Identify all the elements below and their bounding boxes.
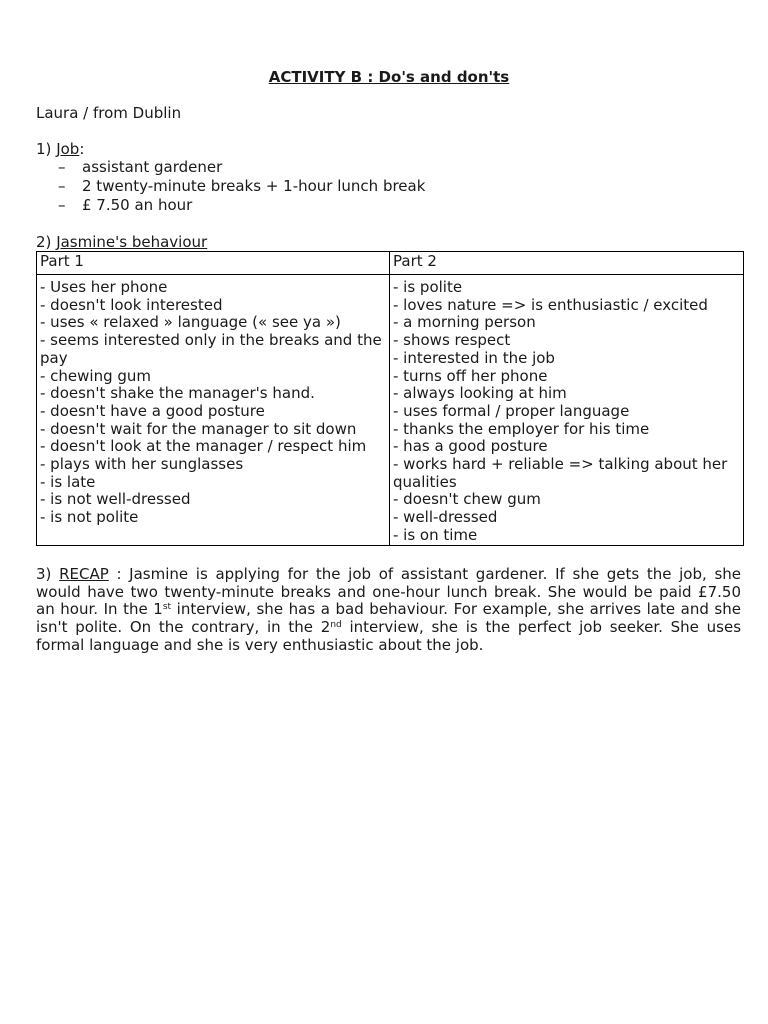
recap-text-b: interview, she has a bad behaviour. For example, she arrives late and she isn't polite. On the contrary, in the 2 xyxy=(36,600,741,637)
list-item: - Uses her phone xyxy=(40,278,168,296)
job-item-text: 2 twenty-minute breaks + 1-hour lunch break xyxy=(82,177,426,195)
behaviour-heading xyxy=(36,233,207,251)
list-item: - turns off her phone xyxy=(393,366,548,385)
table-row xyxy=(37,275,744,546)
list-item: - is on time xyxy=(393,525,478,544)
list-item: - works hard + reliable => talking about her qualities xyxy=(393,455,728,491)
list-item: - shows respect xyxy=(393,331,511,350)
list-item: - thanks the employer for his time xyxy=(393,419,650,438)
job-heading-number: 1) xyxy=(36,140,52,158)
list-item: - doesn't look at the manager / respect him xyxy=(40,437,367,456)
intro-line: Laura / from Dublin xyxy=(36,104,182,122)
list-item: - chewing gum xyxy=(40,366,152,385)
list-item: - uses formal / proper language xyxy=(393,401,630,420)
list-item xyxy=(58,196,425,215)
list-item xyxy=(58,158,425,177)
job-item-text: assistant gardener xyxy=(82,158,223,176)
list-item: - uses « relaxed » language (« see ya ») xyxy=(40,313,341,332)
list-item: - always looking at him xyxy=(393,384,567,403)
job-heading-colon: : xyxy=(79,140,85,158)
column-header-part2: Part 2 xyxy=(390,252,744,275)
ordinal-suffix: nd xyxy=(330,620,342,631)
bullet-dash: – xyxy=(58,196,66,214)
recap-paragraph xyxy=(36,566,741,655)
recap-label: RECAP xyxy=(59,565,109,583)
list-item: - a morning person xyxy=(393,313,536,332)
job-details-list xyxy=(58,158,425,215)
list-item: - interested in the job xyxy=(393,348,555,367)
list-item: - doesn't chew gum xyxy=(393,490,541,509)
part1-cell xyxy=(37,275,390,546)
page-title: ACTIVITY B : Do's and don'ts xyxy=(268,68,510,86)
list-item: - doesn't look interested xyxy=(40,295,223,314)
behaviour-heading-label: Jasmine's behaviour xyxy=(56,233,208,251)
job-heading-label: Job xyxy=(56,140,80,158)
list-item: - is not well-dressed xyxy=(40,490,191,509)
list-item: - plays with her sunglasses xyxy=(40,455,244,474)
bullet-dash: – xyxy=(58,177,66,195)
list-item: - well-dressed xyxy=(393,508,498,527)
list-item: - doesn't wait for the manager to sit down xyxy=(40,419,357,438)
job-item-text: £ 7.50 an hour xyxy=(82,196,193,214)
bullet-dash: – xyxy=(58,158,66,176)
list-item: - is polite xyxy=(393,278,463,296)
list-item xyxy=(58,177,425,196)
list-item: - has a good posture xyxy=(393,437,548,456)
ordinal-suffix: st xyxy=(162,602,172,613)
recap-text-c: interview, she is the perfect job seeker. She uses formal language and she is very enthusiastic about the job. xyxy=(36,618,742,654)
behaviour-heading-number: 2) xyxy=(36,233,52,251)
part2-cell xyxy=(390,275,744,546)
list-item: - doesn't have a good posture xyxy=(40,401,265,420)
list-item: - seems interested only in the breaks and the pay xyxy=(40,331,382,367)
table-header-row xyxy=(37,252,744,275)
job-heading xyxy=(36,140,84,158)
list-item: - is late xyxy=(40,472,96,491)
list-item: - is not polite xyxy=(40,508,139,527)
list-item: - doesn't shake the manager's hand. xyxy=(40,384,315,403)
list-item: - loves nature => is enthusiastic / excited xyxy=(393,295,708,314)
recap-text-a: : Jasmine is applying for the job of assistant gardener. If she gets the job, she would have two twenty-minute breaks and one-hour lunch break. She would be paid £7.50 an hour. In the 1 xyxy=(36,565,741,619)
behaviour-table xyxy=(36,251,744,546)
column-header-part1: Part 1 xyxy=(37,252,390,275)
recap-number: 3) xyxy=(36,565,52,583)
